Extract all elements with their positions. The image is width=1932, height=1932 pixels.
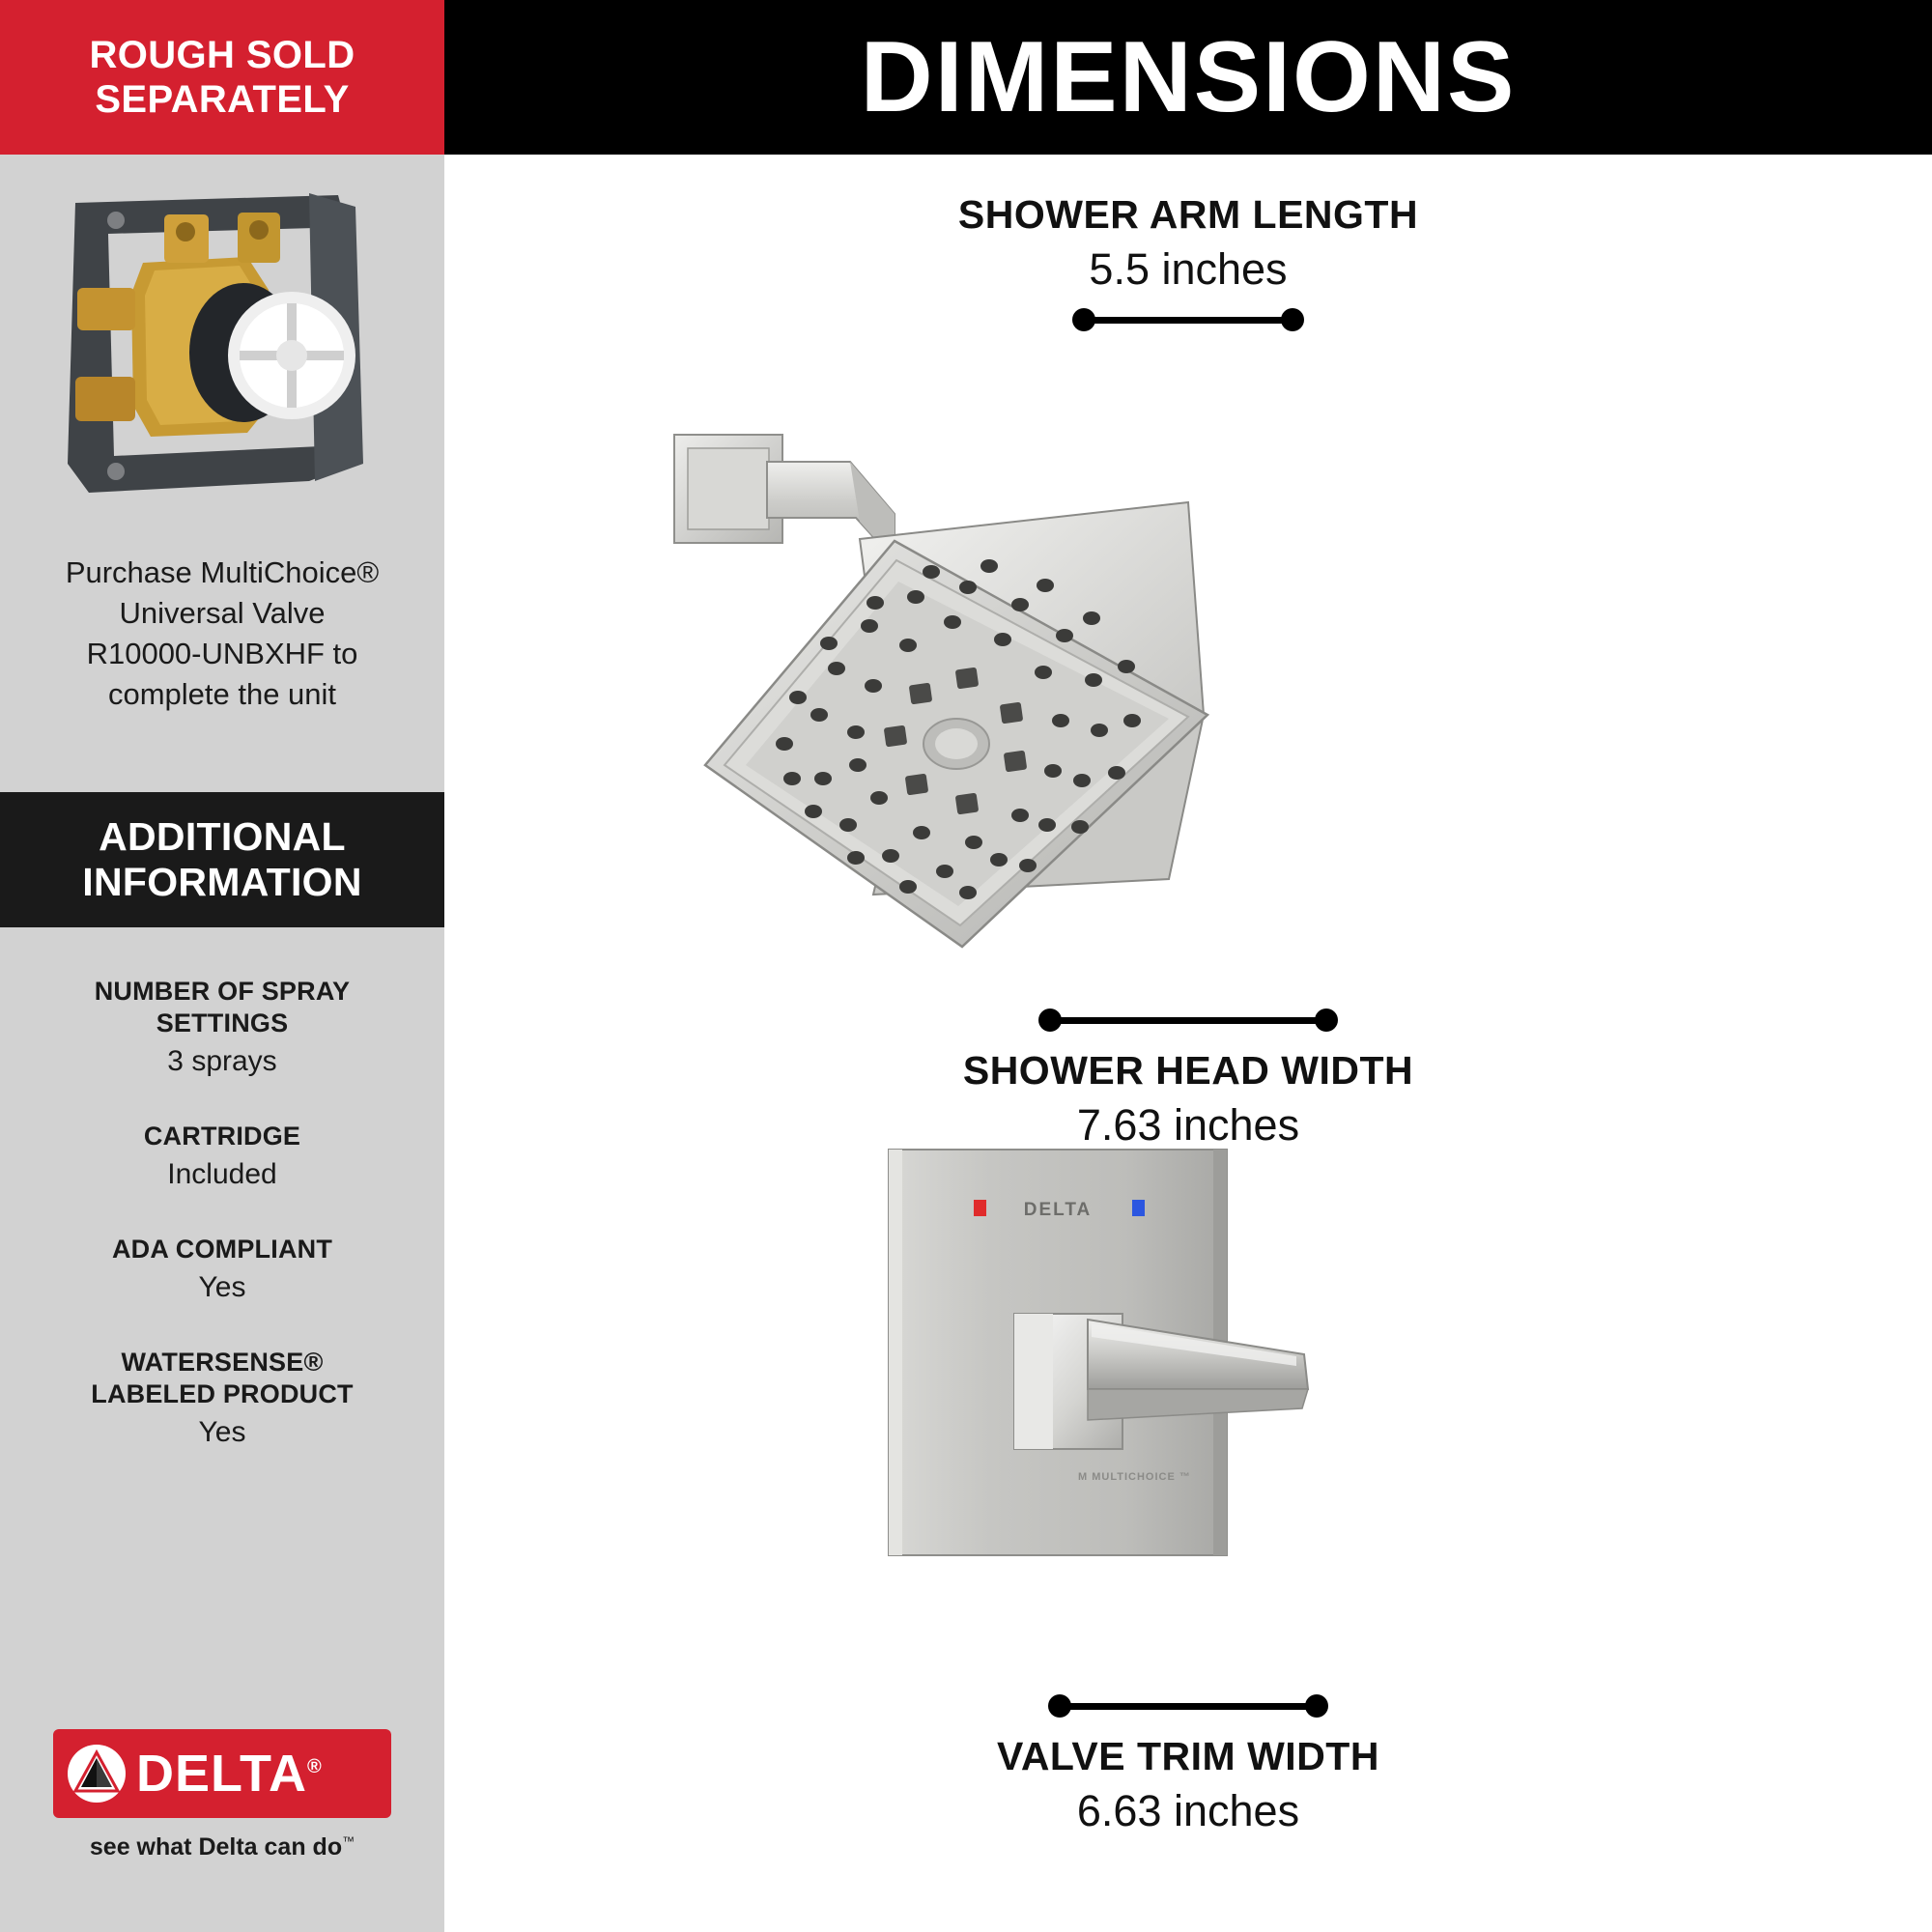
svg-text:DELTA: DELTA [1023,1200,1093,1220]
spec-number-of-spray-settings [19,976,425,1080]
shower-arm-length-measure-bar [1072,308,1304,331]
valve-trim-width-measurement [753,1681,1623,1836]
rough-caption-line-2: R10000-UNBXHF to [86,637,358,671]
spec-label-line1: WATERSENSE® [121,1347,324,1377]
spec-label-line1: NUMBER OF SPRAY [94,977,351,1006]
spec-cartridge [19,1121,425,1193]
delta-wordmark-text: DELTA [136,1745,307,1803]
delta-triangle-icon [67,1744,127,1804]
measure-endpoint-right [1305,1694,1328,1718]
spec-value: Yes [198,1270,246,1303]
spec-label-line1: ADA COMPLIANT [111,1234,333,1264]
shower-arm-length-measurement [802,193,1575,331]
measure-endpoint-right [1281,308,1304,331]
rough-banner-text [89,33,355,123]
delta-logo [53,1729,391,1861]
cold-indicator [1132,1200,1145,1216]
rough-valve-image [19,174,425,541]
spec-value: Yes [198,1415,246,1448]
measure-line [1082,317,1294,324]
spec-label [19,1121,425,1152]
spec-label [19,976,425,1039]
spec-label-line2: SETTINGS [156,1008,289,1037]
spec-label-line2: LABELED PRODUCT [91,1378,354,1408]
shower-head-width-value: 7.63 inches [1076,1100,1300,1151]
delta-wordmark [136,1745,323,1803]
valve-trim-width-value: 6.63 inches [1076,1786,1300,1836]
valve-trim-width-measure-bar [1048,1694,1328,1718]
delta-registered-mark: ® [306,1756,323,1777]
additional-banner-line1: ADDITIONAL [99,813,346,859]
spec-list [19,976,425,1492]
page-header [444,0,1932,155]
shower-arm-length-label: SHOWER ARM LENGTH [957,192,1419,237]
sidebar [0,0,444,1932]
shower-arm-length-value: 5.5 inches [1089,244,1288,295]
hot-indicator [974,1200,986,1216]
measure-endpoint-right [1315,1009,1338,1032]
rough-caption-line-1: Universal Valve [119,596,326,631]
valve-trim-width-label: VALVE TRIM WIDTH [997,1734,1379,1778]
spec-label-line1: CARTRIDGE [143,1121,301,1151]
shower-head-illustration [667,425,1710,995]
rough-banner-line2: SEPARATELY [95,78,350,121]
spec-ada-compliant [19,1234,425,1306]
measure-line [1048,1017,1328,1024]
measure-line [1058,1703,1319,1710]
shower-head-width-label: SHOWER HEAD WIDTH [962,1048,1414,1093]
spec-value: Included [167,1157,277,1190]
spec-watersense-labeled-product [19,1347,425,1451]
delta-logo-badge [53,1729,391,1818]
additional-banner-text [82,814,362,905]
rough-caption-line-3: complete the unit [107,677,337,712]
rough-sold-separately-banner [0,0,444,155]
additional-banner-line2: INFORMATION [82,860,362,904]
spec-value: 3 sprays [167,1044,277,1077]
shower-head-width-measure-bar [1038,1009,1338,1032]
svg-text:M MULTICHOICE ™: M MULTICHOICE ™ [1078,1471,1191,1483]
rough-caption-line-0: Purchase MultiChoice® [65,555,380,589]
main-diagram-area [444,155,1932,1932]
spec-label [19,1234,425,1265]
additional-information-banner [0,792,444,927]
valve-trim-illustration [850,1130,1526,1671]
spec-label [19,1347,425,1410]
delta-tagline [53,1833,391,1861]
delta-tagline-text: see what Delta can do [89,1833,343,1861]
page-title: DIMENSIONS [860,21,1517,133]
rough-valve-caption [19,553,425,716]
shower-head-width-measurement [753,995,1623,1151]
delta-tagline-trademark: ™ [342,1833,355,1849]
rough-banner-line1: ROUGH SOLD [89,33,355,76]
